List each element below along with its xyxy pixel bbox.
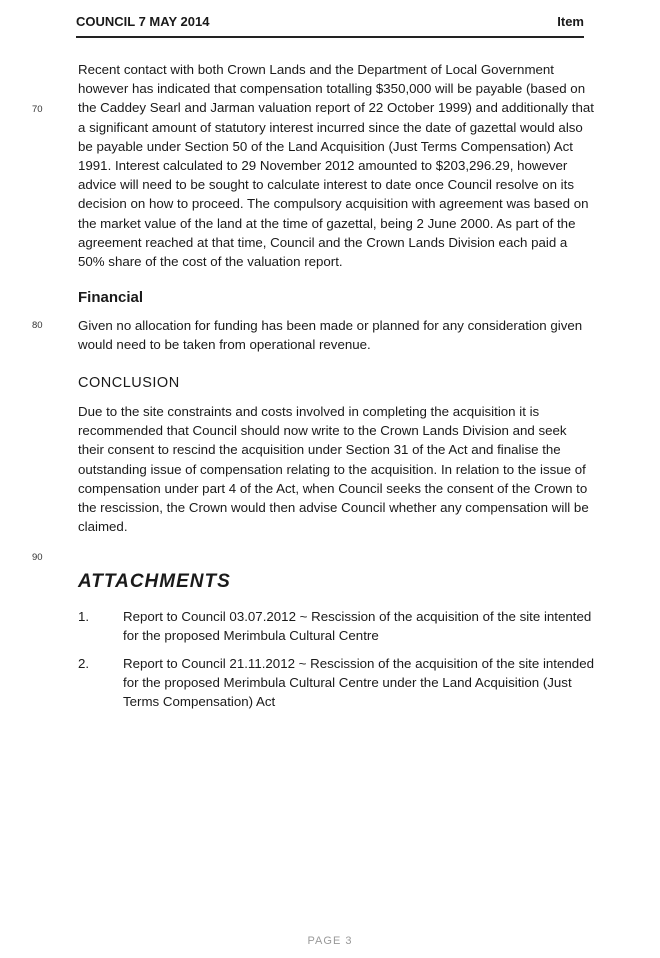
- line-number-80: 80: [32, 320, 43, 331]
- attachment-text: Report to Council 21.11.2012 ~ Rescission of the acquisition of the site intended for the proposed Merimbula Cultural Centre under the Land Acquisition (Just Terms Compensation) Act: [123, 656, 594, 710]
- line-number-90: 90: [32, 552, 43, 563]
- compensation-paragraph: Recent contact with both Crown Lands and the Department of Local Government however has indicated that compensation totalling $350,000 will be payable (based on the Caddey Searl and Jarman valuation report of 22 October 1999) and additionally that a significant amount of statutory interest incurred since the date of gazettal would also be payable under Section 50 of the Land Acquisition (Just Terms Compensation) Act 1991. Interest calculated to 29 November 2012 amounted to $203,296.29, however advice will need to be sought to calculate interest to date once Council resolve on its decision on how to proceed. The compulsory acquisition with agreement was based on the market value of the land at the time of gazettal, being 2 June 2000. As part of the agreement reached at that time, Council and the Crown Lands Division each paid a 50% share of the cost of the valuation report.: [78, 62, 594, 270]
- conclusion-paragraph: Due to the site constraints and costs involved in completing the acquisition it is recommended that Council should now write to the Crown Lands Division and seek their consent to rescind the acquisition under Section 31 of the Act and finalise the outstanding issue of compensation relating to the acquisition. In relation to the issue of compensation under part 4 of the Act, when Council seeks the consent of the Crown to the rescission, the Crown would then advise Council whether any compensation will be claimed.: [78, 404, 589, 535]
- financial-heading: Financial: [78, 289, 144, 306]
- page-header: [76, 12, 584, 38]
- item-label: Item: [557, 14, 584, 29]
- line-number-70: 70: [32, 104, 43, 115]
- attachment-text: Report to Council 03.07.2012 ~ Rescission of the acquisition of the site intented for the proposed Merimbula Cultural Centre: [123, 609, 592, 644]
- meeting-title: COUNCIL 7 MAY 2014: [76, 14, 210, 29]
- financial-paragraph: Given no allocation for funding has been made or planned for any consideration given would need to be taken from operational revenue.: [78, 318, 583, 353]
- attachment-number: 1.: [78, 609, 90, 624]
- attachments-heading: ATTACHMENTS: [78, 571, 231, 592]
- page-number: PAGE 3: [307, 935, 353, 947]
- conclusion-heading: CONCLUSION: [78, 375, 180, 391]
- attachment-number: 2.: [78, 656, 90, 671]
